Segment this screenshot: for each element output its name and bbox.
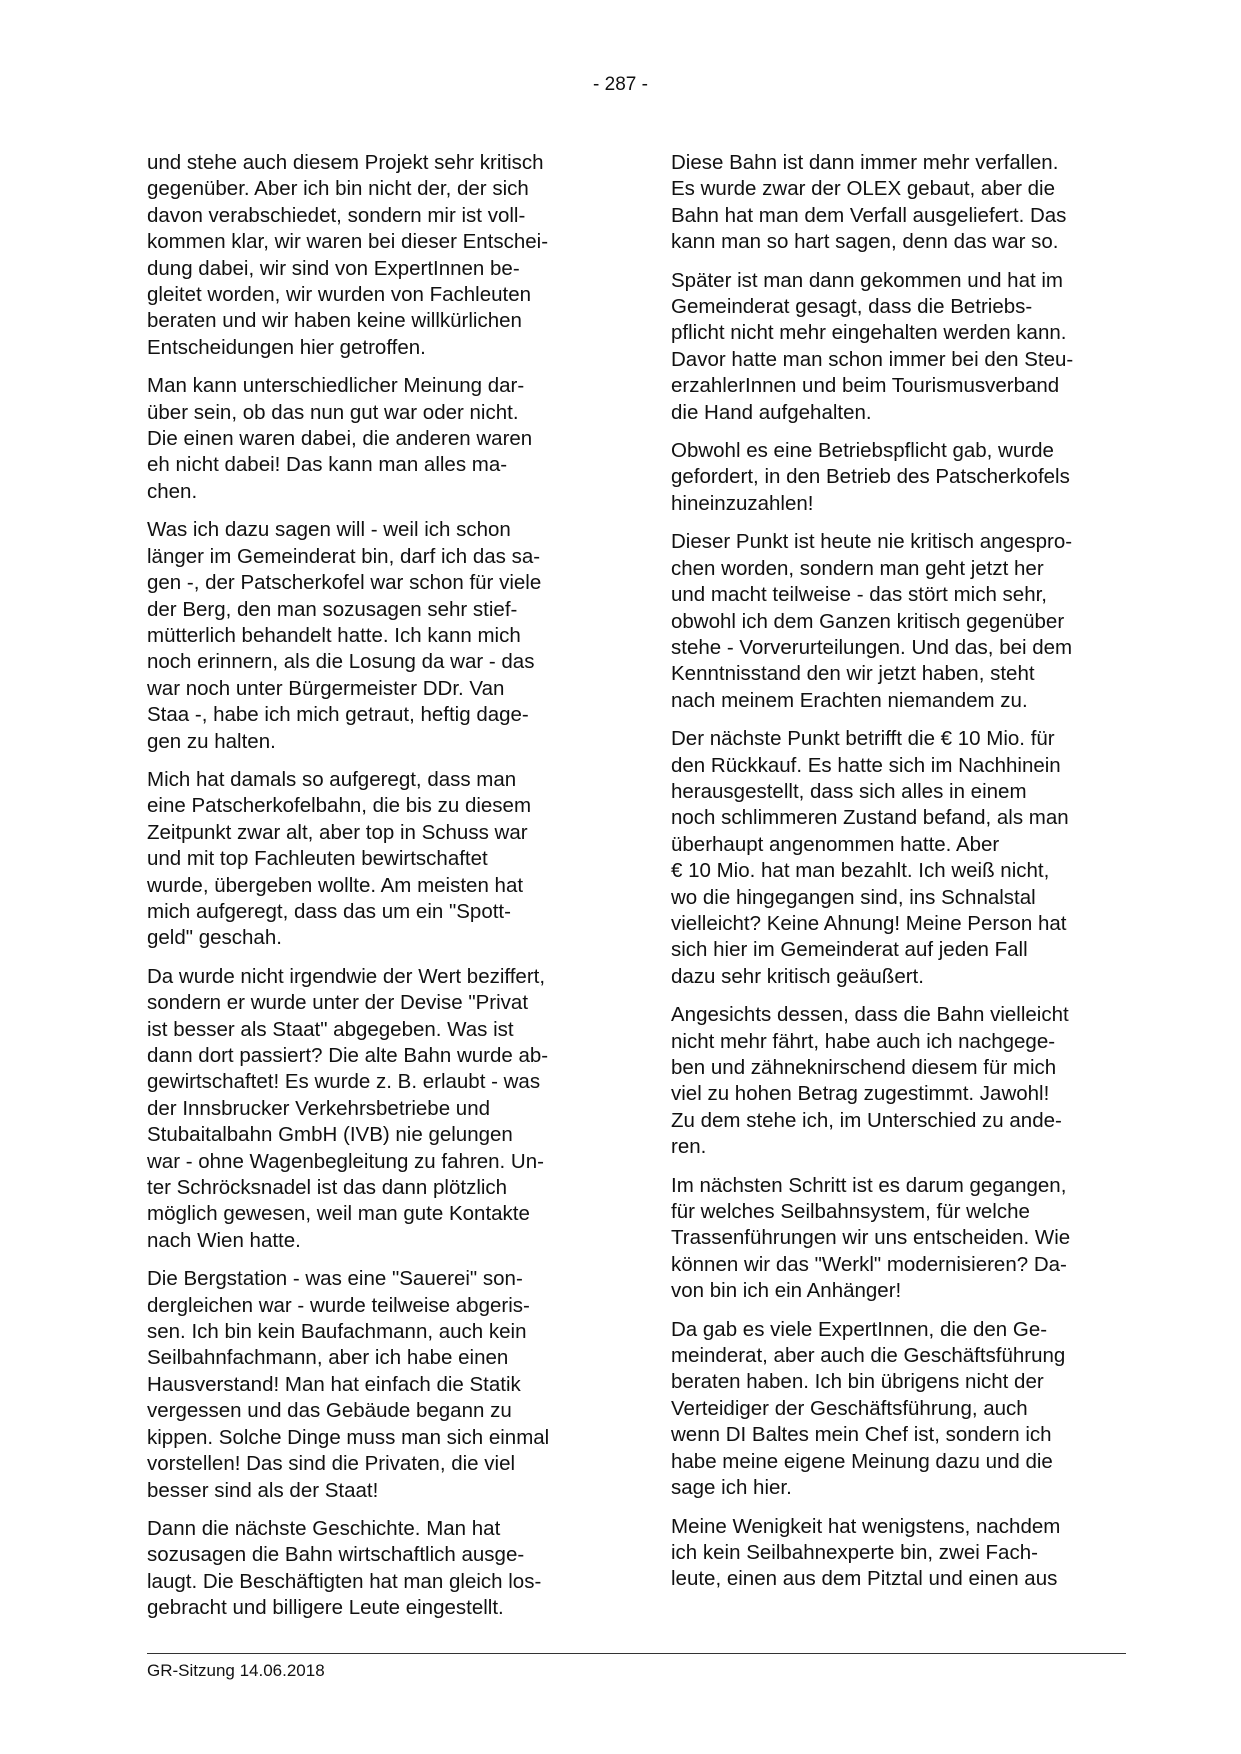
text-line: gefordert, in den Betrieb des Patscherkofels [671,465,1070,489]
text-line: mich aufgeregt, dass das um ein "Spott- [147,899,511,923]
left-column [147,150,602,1634]
text-line: dann dort passiert? Die alte Bahn wurde ab- [147,1044,549,1067]
text-line: Obwohl es eine Betriebspflicht gab, wurde [671,439,1054,463]
text-line: Der nächste Punkt betrifft die € 10 Mio. für [671,727,1055,751]
text-line: Da wurde nicht irgendwie der Wert beziffert, [147,964,546,988]
text-line: vergessen und das Gebäude begann zu [147,1399,512,1423]
right-column [671,150,1129,1605]
text-line: beraten und wir haben keine willkürlichen [147,309,522,333]
text-line: eh nicht dabei! Das kann man alles ma- [147,453,508,477]
paragraph [671,529,1129,714]
text-line: Mich hat damals so aufgeregt, dass man [147,767,517,791]
paragraph [147,964,602,1254]
text-line: für welches Seilbahnsystem, für welche [671,1200,1030,1224]
text-line: obwohl ich dem Ganzen kritisch gegenüber [671,609,1065,633]
text-line: überhaupt angenommen hatte. Aber [671,832,1000,856]
text-line: erzahlerInnen und beim Tourismusverband [671,374,1060,398]
paragraph [671,1317,1129,1502]
footer-divider [147,1653,1126,1654]
text-line: habe meine eigene Meinung dazu und die [671,1449,1053,1473]
text-line: pflicht nicht mehr eingehalten werden kann. [671,321,1067,345]
text-line: Gemeinderat gesagt, dass die Betriebs- [671,295,1033,319]
paragraph [671,1173,1129,1305]
text-line: Im nächsten Schritt ist es darum gegangen, [671,1173,1067,1197]
text-line: Seilbahnfachmann, aber ich habe einen [147,1346,509,1370]
text-line: sen. Ich bin kein Baufachmann, auch kein [147,1320,527,1344]
text-line: sozusagen die Bahn wirtschaftlich ausge- [147,1543,525,1567]
text-line: wurde, übergeben wollte. Am meisten hat [147,873,524,897]
text-line: Später ist man dann gekommen und hat im [671,268,1063,292]
text-line: viel zu hohen Betrag zugestimmt. Jawohl! [671,1082,1050,1106]
text-line: Diese Bahn ist dann immer mehr verfallen. [671,151,1059,174]
text-line: vorstellen! Das sind die Privaten, die viel [147,1452,516,1476]
text-line: ben und zähneknirschend diesem für mich [671,1056,1057,1079]
text-line: Zu dem stehe ich, im Unterschied zu ande- [671,1108,1062,1132]
text-line: Trassenführungen wir uns entscheiden. Wie [671,1226,1071,1250]
text-line: Man kann unterschiedlicher Meinung dar- [147,374,525,398]
paragraph [671,438,1129,517]
paragraph [671,268,1129,426]
text-line: ter Schröcksnadel ist das dann plötzlich [147,1176,508,1200]
paragraph [147,373,602,505]
text-line: über sein, ob das nun gut war oder nicht. [147,400,519,424]
text-line: ist besser als Staat" abgegeben. Was ist [147,1017,514,1041]
text-line: ren. [671,1135,707,1159]
text-line: gen zu halten. [147,729,276,753]
text-line: kann man so hart sagen, denn das war so. [671,230,1059,254]
text-line: war noch unter Bürgermeister DDr. Van [147,676,505,700]
text-line: gebracht und billigere Leute eingestellt. [147,1596,504,1620]
paragraph [147,1516,602,1622]
text-line: sondern er wurde unter der Devise "Privat [147,991,529,1015]
text-line: Dieser Punkt ist heute nie kritisch angespro- [671,530,1073,554]
text-line: und mit top Fachleuten bewirtschaftet [147,847,488,871]
text-line: gegenüber. Aber ich bin nicht der, der sich [147,177,529,201]
paragraph [671,726,1129,990]
text-line: Was ich dazu sagen will - weil ich schon [147,518,511,542]
text-line: wo die hingegangen sind, ins Schnalstal [671,885,1036,909]
footer-session-date: GR-Sitzung 14.06.2018 [147,1661,325,1680]
text-line: leute, einen aus dem Pitztal und einen aus [671,1567,1058,1591]
text-line: stehe - Vorverurteilungen. Und das, bei dem [671,635,1073,659]
text-line: wenn DI Baltes mein Chef ist, sondern ich [671,1423,1052,1447]
paragraph [671,1002,1129,1160]
text-line: eine Patscherkofelbahn, die bis zu diesem [147,794,532,818]
text-line: dazu sehr kritisch geäußert. [671,964,924,988]
page-number: - 287 - [593,74,648,95]
text-line: Zeitpunkt zwar alt, aber top in Schuss war [147,820,528,844]
text-line: noch erinnern, als die Losung da war - das [147,650,535,674]
text-line: die Hand aufgehalten. [671,400,872,424]
text-line: möglich gewesen, weil man gute Kontakte [147,1202,530,1226]
text-line: Davor hatte man schon immer bei den Steu- [671,347,1074,371]
text-line: Die einen waren dabei, die anderen waren [147,427,533,451]
text-line: ich kein Seilbahnexperte bin, zwei Fach- [671,1540,1038,1564]
text-line: meinderat, aber auch die Geschäftsführung [671,1344,1066,1368]
text-line: Kenntnisstand den wir jetzt haben, steht [671,662,1035,686]
text-line: chen worden, sondern man geht jetzt her [671,556,1044,580]
paragraph [147,150,602,361]
text-line: gewirtschaftet! Es wurde z. B. erlaubt - was [147,1070,541,1094]
text-line: Die Bergstation - was eine "Sauerei" son- [147,1267,523,1291]
text-line: Da gab es viele ExpertInnen, die den Ge- [671,1317,1048,1341]
text-line: und stehe auch diesem Projekt sehr kritisch [147,151,544,174]
text-line: kippen. Solche Dinge muss man sich einmal [147,1425,550,1449]
text-line: € 10 Mio. hat man bezahlt. Ich weiß nicht, [671,859,1050,883]
paragraph [147,767,602,952]
text-line: davon verabschiedet, sondern mir ist voll- [147,203,526,227]
text-line: war - ohne Wagenbegleitung zu fahren. Un- [147,1149,544,1173]
text-line: beraten haben. Ich bin übrigens nicht der [671,1370,1044,1394]
text-line: und macht teilweise - das stört mich sehr, [671,583,1047,607]
text-line: Verteidiger der Geschäftsführung, auch [671,1396,1028,1420]
text-line: mütterlich behandelt hatte. Ich kann mich [147,623,521,647]
text-line: von bin ich ein Anhänger! [671,1279,902,1303]
text-line: laugt. Die Beschäftigten hat man gleich los- [147,1569,542,1593]
text-line: besser sind als der Staat! [147,1478,379,1502]
text-line: Entscheidungen hier getroffen. [147,335,426,359]
text-line: länger im Gemeinderat bin, darf ich das sa- [147,544,541,568]
text-line: Bahn hat man dem Verfall ausgeliefert. Das [671,203,1067,227]
text-line: Es wurde zwar der OLEX gebaut, aber die [671,177,1056,201]
text-line: hineinzuzahlen! [671,491,814,515]
text-line: noch schlimmeren Zustand befand, als man [671,806,1069,830]
text-line: gleitet worden, wir wurden von Fachleuten [147,283,532,307]
text-line: sage ich hier. [671,1476,792,1500]
paragraph [147,517,602,755]
paragraph [147,1266,602,1504]
text-line: herausgestellt, dass sich alles in einem [671,779,1027,803]
text-line: der Berg, den man sozusagen sehr stief- [147,597,518,621]
text-line: Hausverstand! Man hat einfach die Statik [147,1372,521,1396]
text-line: nach meinem Erachten niemandem zu. [671,688,1028,712]
text-line: Angesichts dessen, dass die Bahn vielleicht [671,1003,1069,1027]
text-line: geld" geschah. [147,926,282,950]
text-line: dung dabei, wir sind von ExpertInnen be- [147,256,520,280]
text-line: chen. [147,479,198,503]
text-line: Staa -, habe ich mich getraut, heftig dage- [147,703,529,727]
text-line: vielleicht? Keine Ahnung! Meine Person hat [671,911,1067,935]
text-line: sich hier im Gemeinderat auf jeden Fall [671,938,1028,962]
text-line: Stubaitalbahn GmbH (IVB) nie gelungen [147,1123,513,1147]
text-line: nach Wien hatte. [147,1228,301,1252]
text-line: den Rückkauf. Es hatte sich im Nachhinein [671,753,1061,777]
text-line: kommen klar, wir waren bei dieser Entschei- [147,230,549,254]
paragraph [671,1514,1129,1593]
text-line: Meine Wenigkeit hat wenigstens, nachdem [671,1514,1061,1538]
text-line: dergleichen war - wurde teilweise abgeris- [147,1293,530,1317]
text-line: nicht mehr fährt, habe auch ich nachgege- [671,1029,1056,1053]
text-line: der Innsbrucker Verkehrsbetriebe und [147,1096,491,1120]
text-line: können wir das "Werkl" modernisieren? Da- [671,1252,1067,1276]
text-line: gen -, der Patscherkofel war schon für viele [147,571,542,595]
text-line: Dann die nächste Geschichte. Man hat [147,1516,501,1540]
paragraph [671,150,1129,256]
